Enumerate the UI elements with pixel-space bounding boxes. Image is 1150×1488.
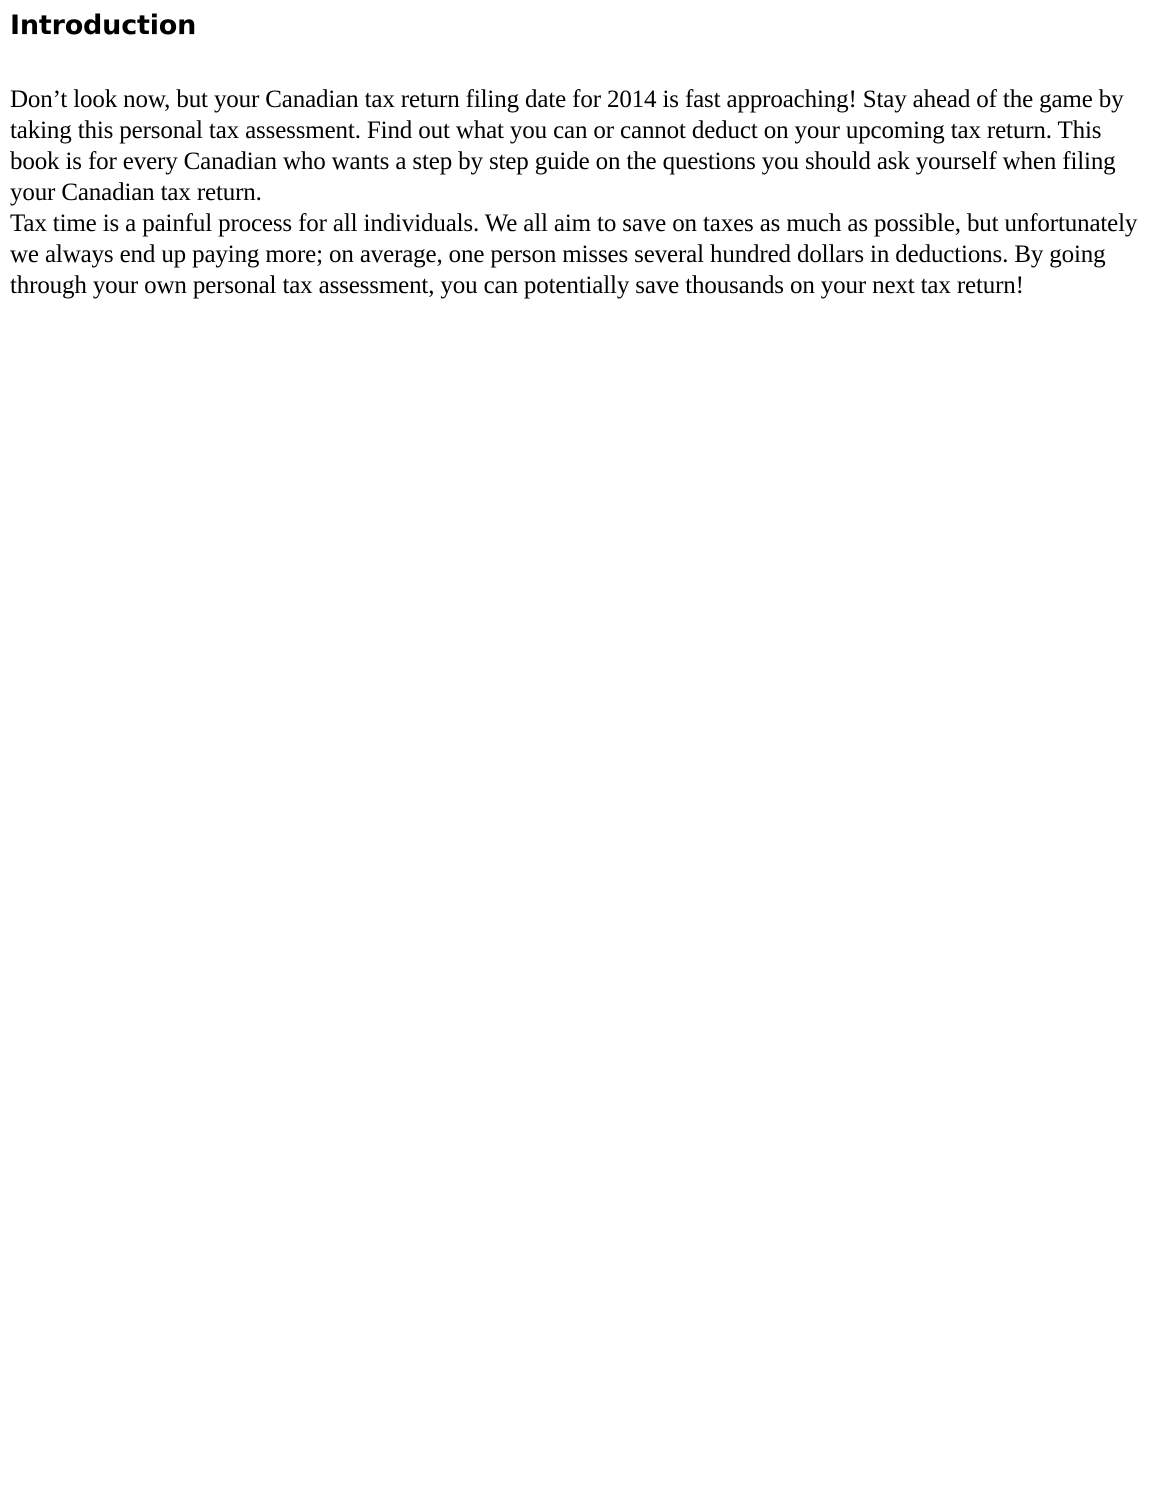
section-heading: Introduction bbox=[10, 10, 197, 41]
document-page bbox=[10, 0, 1142, 301]
paragraph: Tax time is a painful process for all individuals. We all aim to save on taxes as much as possible, but unfortunately we always end up paying more; on average, one person misses several hundred dollars in deductions. By going through your own personal tax assessment, you can potentially save thousands on your next tax return! bbox=[10, 210, 1138, 299]
paragraph: Don’t look now, but your Canadian tax return filing date for 2014 is fast approaching! Stay ahead of the game by taking this personal tax assessment. Find out what you can or cannot deduct on your upcoming tax return. This book is for every Canadian who wants a step by step guide on the questions you should ask yourself when filing your Canadian tax return. bbox=[10, 86, 1124, 206]
